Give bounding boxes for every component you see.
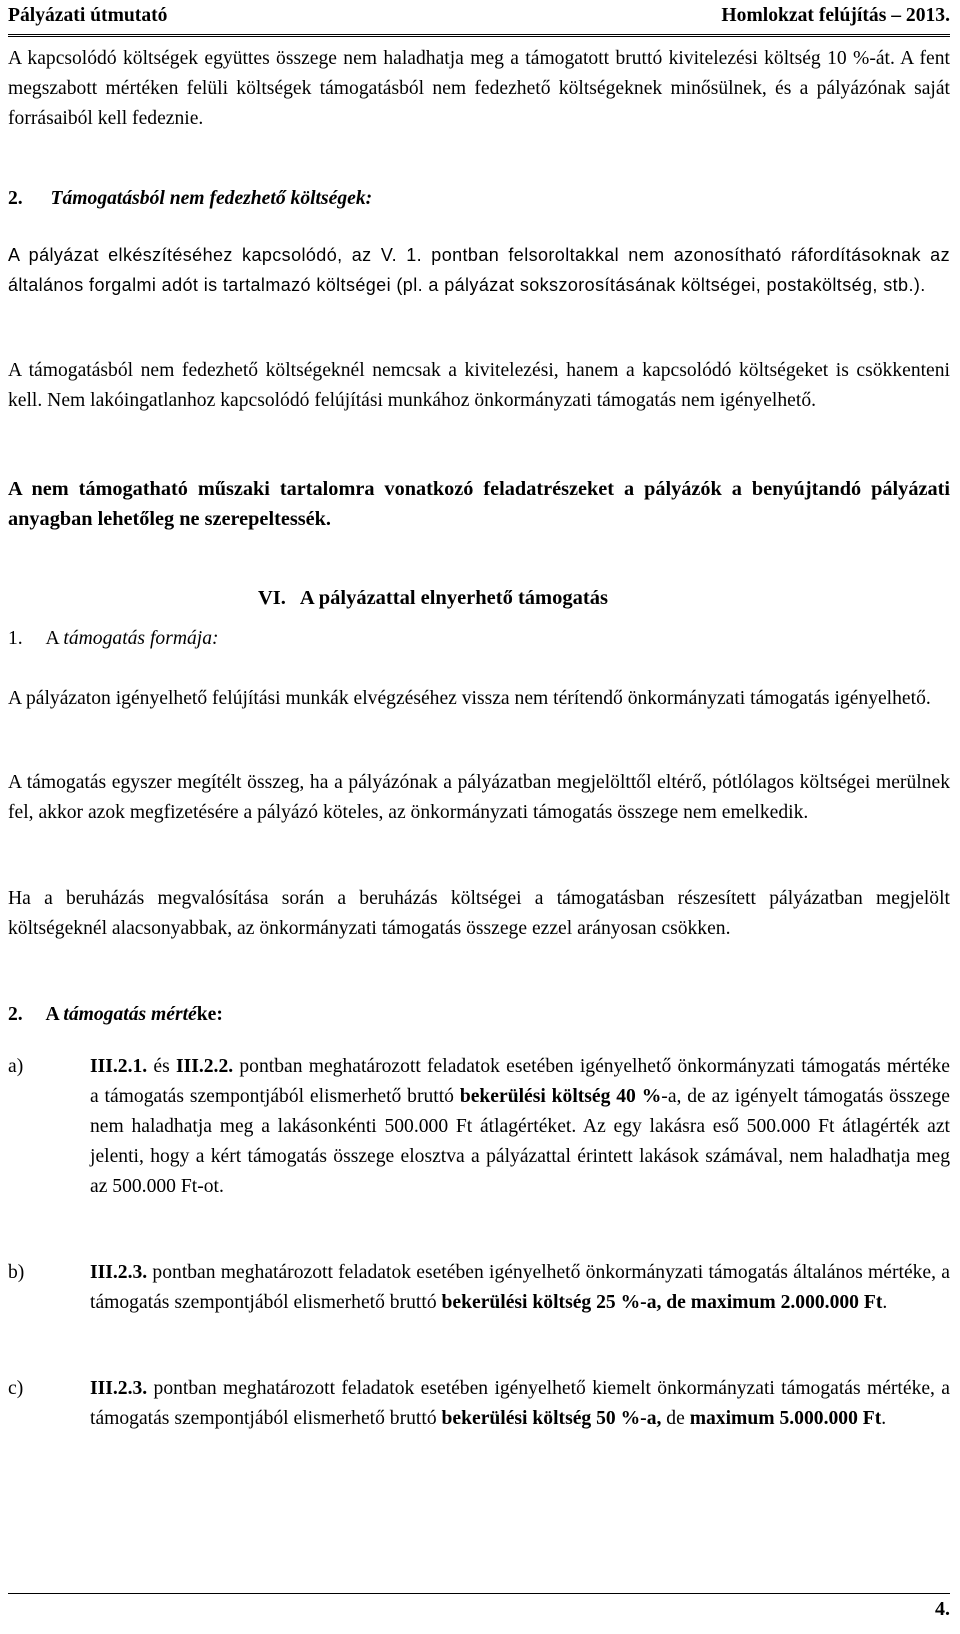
item-text: . xyxy=(882,1292,888,1313)
heading-text: Támogatásból nem fedezhető költségek: xyxy=(50,188,373,209)
reference-code: III.2.2. xyxy=(175,1056,234,1077)
subheading-number: 1. xyxy=(8,628,23,649)
reference-code: III.2.3. xyxy=(90,1262,148,1283)
subheading-prefix: A xyxy=(45,628,64,649)
page-number: 4. xyxy=(935,1598,950,1620)
paragraph-related-costs: A kapcsolódó költségek együttes összege nem haladhatja meg a támogatott bruttó kivitelezési költség 10 %-át. A fent megszabott mértéken felüli költségek támogatásból nem fedezhető költségeknek minősülnek, és a pályázónak saját forrásaiból kell fedeznie. xyxy=(8,48,950,129)
item-text: pontban meghatározott feladatok esetében igényelhető kiemelt önkormányzati támogatás mértéke, a támogatás szempontjából elismerhető bruttó xyxy=(90,1378,950,1429)
list-item-c xyxy=(8,1374,950,1434)
emphasis-text: maximum 5.000.000 Ft xyxy=(689,1408,882,1429)
footer-divider xyxy=(8,1593,950,1594)
emphasis-text: bekerülési költség 40 % xyxy=(459,1086,662,1107)
item-text: -a, de az igényelt támogatás összege nem haladhatja meg a lakásonkénti 500.000 Ft átlagértéket. Az egy lakásra eső 500.000 Ft átlagérték azt jelenti, hogy a kért támogatás összege elosztva a pályázattal érintett lakások számával, nem haladhatja meg az 500.000 Ft-ot. xyxy=(90,1086,950,1197)
section-heading-vi xyxy=(258,583,608,613)
header-title-right: Homlokzat felújítás – 2013. xyxy=(721,5,950,26)
subheading-title: támogatás mérté xyxy=(63,1004,197,1025)
subheading-suffix: ke: xyxy=(196,1004,223,1025)
section-title: A pályázattal elnyerhető támogatás xyxy=(299,587,608,609)
list-item-a xyxy=(8,1052,950,1202)
list-item-b xyxy=(8,1258,950,1318)
item-text: pontban meghatározott feladatok esetében igényelhető önkormányzati támogatás általános mértéke, a támogatás szempontjából elismerhető bruttó xyxy=(90,1262,950,1313)
subheading-support-rate xyxy=(8,1000,950,1030)
paragraph-reduce-costs: A támogatásból nem fedezhető költségeknél nemcsak a kivitelezési, hanem a kapcsolódó költségeket is csökkenteni kell. Nem lakóingatlanhoz kapcsolódó felújítási munkához önkormányzati támogatás nem igényelhető. xyxy=(8,360,950,411)
connector-text: és xyxy=(147,1056,176,1077)
subheading-title: támogatás formája: xyxy=(63,628,219,649)
item-text: de xyxy=(661,1408,690,1429)
subheading-number: 2. xyxy=(8,1004,23,1025)
page-header xyxy=(8,0,950,37)
heading-number: 2. xyxy=(8,188,23,209)
list-item-text xyxy=(90,1374,950,1434)
section-number: VI. xyxy=(258,587,286,609)
emphasis-text: bekerülési költség 25 %-a, de maximum 2.000.000 Ft xyxy=(441,1292,883,1313)
paragraph-proportional-reduction: Ha a beruházás megvalósítása során a beruházás költségei a támogatásban részesített pályázatban megjelölt költségeknél alacsonyabbak, az önkormányzati támogatás összege ezzel arányosan csökken. xyxy=(8,888,950,939)
list-marker: b) xyxy=(8,1262,25,1283)
reference-code: III.2.3. xyxy=(90,1378,148,1399)
item-text: pontban meghatározott feladatok esetében igényelhető önkormányzati támogatás mértéke a támogatás szempontjából elismerhető bruttó xyxy=(90,1056,950,1107)
subheading-prefix: A xyxy=(45,1004,64,1025)
paragraph-fixed-amount: A támogatás egyszer megítélt összeg, ha a pályázónak a pályázatban megjelölttől eltérő, pótlólagos költségei merülnek fel, akkor azok megfizetésére a pályázó köteles, az önkormányzati támogatás összege nem emelkedik. xyxy=(8,772,950,823)
list-marker: a) xyxy=(8,1056,24,1077)
list-item-text xyxy=(90,1052,950,1202)
list-item-text xyxy=(90,1258,950,1318)
reference-code: III.2.1. xyxy=(90,1056,148,1077)
item-text: . xyxy=(881,1408,887,1429)
list-marker: c) xyxy=(8,1378,24,1399)
heading-non-covered-costs xyxy=(8,184,950,214)
header-title-left: Pályázati útmutató xyxy=(8,5,168,26)
subheading-support-form xyxy=(8,624,950,654)
paragraph-application-costs: A pályázat elkészítéséhez kapcsolódó, az V. 1. pontban felsoroltakkal nem azonosítható ráfordításoknak az általános forgalmi adót is tartalmazó költségei (pl. a pályázat sokszorosításának költségei, postaköltség, stb.). xyxy=(8,245,950,295)
emphasis-text: bekerülési költség 50 %-a, xyxy=(441,1408,662,1429)
paragraph-technical-content-note: A nem támogatható műszaki tartalomra vonatkozó feladatrészeket a pályázók a benyújtandó pályázati anyagban lehetőleg ne szerepeltessék. xyxy=(8,478,950,530)
paragraph-non-refundable-support: A pályázaton igényelhető felújítási munkák elvégzéséhez vissza nem térítendő önkormányzati támogatás igényelhető. xyxy=(8,688,931,709)
